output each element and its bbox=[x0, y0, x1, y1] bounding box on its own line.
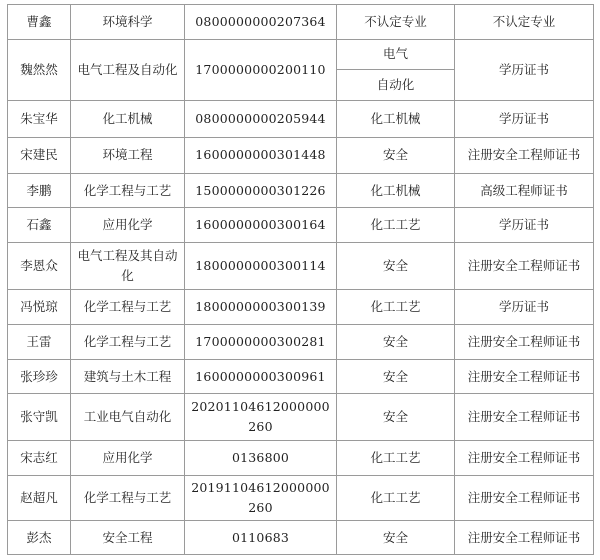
major-cell: 应用化学 bbox=[71, 208, 185, 243]
table-row bbox=[8, 325, 594, 360]
credential-cell: 注册安全工程师证书 bbox=[455, 359, 594, 394]
table-row bbox=[8, 39, 594, 69]
registered-major-cell: 安全 bbox=[337, 394, 455, 441]
certificate-number-cell: 20191104612000000260 bbox=[185, 475, 337, 521]
registered-major-cell: 安全 bbox=[337, 242, 455, 289]
certificate-number-cell: 0800000000207364 bbox=[185, 5, 337, 40]
table-row bbox=[8, 138, 594, 174]
credential-cell: 注册安全工程师证书 bbox=[455, 475, 594, 521]
credential-cell: 注册安全工程师证书 bbox=[455, 394, 594, 441]
registered-major-cell: 化工工艺 bbox=[337, 208, 455, 243]
name-cell: 王雷 bbox=[8, 325, 71, 360]
name-cell: 朱宝华 bbox=[8, 100, 71, 138]
certificate-number-cell: 1600000000300961 bbox=[185, 359, 337, 394]
table-row bbox=[8, 100, 594, 138]
credential-cell: 注册安全工程师证书 bbox=[455, 325, 594, 360]
registered-major-cell: 化工工艺 bbox=[337, 289, 455, 325]
name-cell: 宋建民 bbox=[8, 138, 71, 174]
registered-major-cell: 电气 bbox=[337, 39, 455, 69]
major-cell: 化学工程与工艺 bbox=[71, 173, 185, 208]
name-cell: 冯悦琼 bbox=[8, 289, 71, 325]
major-cell: 化学工程与工艺 bbox=[71, 475, 185, 521]
major-cell: 环境工程 bbox=[71, 138, 185, 174]
name-cell: 魏然然 bbox=[8, 39, 71, 100]
certificate-number-cell: 1600000000300164 bbox=[185, 208, 337, 243]
credential-cell: 学历证书 bbox=[455, 39, 594, 100]
certificate-number-cell: 1500000000301226 bbox=[185, 173, 337, 208]
registered-major-cell: 化工工艺 bbox=[337, 441, 455, 476]
table-row bbox=[8, 5, 594, 40]
major-cell: 安全工程 bbox=[71, 521, 185, 555]
certificate-number-cell: 0110683 bbox=[185, 521, 337, 555]
certificate-number-cell: 0800000000205944 bbox=[185, 100, 337, 138]
registered-major-cell: 安全 bbox=[337, 325, 455, 360]
name-cell: 李恩众 bbox=[8, 242, 71, 289]
registered-major-cell: 安全 bbox=[337, 359, 455, 394]
major-cell: 电气工程及其自动化 bbox=[71, 242, 185, 289]
table-row bbox=[8, 394, 594, 441]
major-cell: 工业电气自动化 bbox=[71, 394, 185, 441]
registered-major-cell: 化工机械 bbox=[337, 100, 455, 138]
name-cell: 赵超凡 bbox=[8, 475, 71, 521]
certificate-number-cell: 1700000000200110 bbox=[185, 39, 337, 100]
name-cell: 宋志红 bbox=[8, 441, 71, 476]
name-cell: 张珍珍 bbox=[8, 359, 71, 394]
credential-cell: 注册安全工程师证书 bbox=[455, 138, 594, 174]
name-cell: 石鑫 bbox=[8, 208, 71, 243]
major-cell: 电气工程及自动化 bbox=[71, 39, 185, 100]
name-cell: 彭杰 bbox=[8, 521, 71, 555]
table-row bbox=[8, 475, 594, 521]
credential-cell: 注册安全工程师证书 bbox=[455, 521, 594, 555]
major-cell: 化工机械 bbox=[71, 100, 185, 138]
personnel-table bbox=[7, 4, 594, 555]
major-cell: 化学工程与工艺 bbox=[71, 325, 185, 360]
registered-major-cell: 安全 bbox=[337, 138, 455, 174]
registered-major-cell: 自动化 bbox=[337, 70, 455, 100]
table-row bbox=[8, 521, 594, 555]
registered-major-cell: 不认定专业 bbox=[337, 5, 455, 40]
table-row bbox=[8, 208, 594, 243]
name-cell: 张守凯 bbox=[8, 394, 71, 441]
certificate-number-cell: 1700000000300281 bbox=[185, 325, 337, 360]
major-cell: 建筑与土木工程 bbox=[71, 359, 185, 394]
table-row bbox=[8, 441, 594, 476]
credential-cell: 不认定专业 bbox=[455, 5, 594, 40]
table-row bbox=[8, 242, 594, 289]
credential-cell: 学历证书 bbox=[455, 100, 594, 138]
name-cell: 李鹏 bbox=[8, 173, 71, 208]
certificate-number-cell: 1800000000300114 bbox=[185, 242, 337, 289]
credential-cell: 高级工程师证书 bbox=[455, 173, 594, 208]
major-cell: 应用化学 bbox=[71, 441, 185, 476]
table-row bbox=[8, 289, 594, 325]
credential-cell: 学历证书 bbox=[455, 289, 594, 325]
table-row bbox=[8, 173, 594, 208]
registered-major-cell: 安全 bbox=[337, 521, 455, 555]
name-cell: 曹鑫 bbox=[8, 5, 71, 40]
credential-cell: 注册安全工程师证书 bbox=[455, 441, 594, 476]
credential-cell: 学历证书 bbox=[455, 208, 594, 243]
certificate-number-cell: 1600000000301448 bbox=[185, 138, 337, 174]
certificate-number-cell: 0136800 bbox=[185, 441, 337, 476]
registered-major-cell: 化工机械 bbox=[337, 173, 455, 208]
major-cell: 环境科学 bbox=[71, 5, 185, 40]
credential-cell: 注册安全工程师证书 bbox=[455, 242, 594, 289]
certificate-number-cell: 20201104612000000260 bbox=[185, 394, 337, 441]
registered-major-cell: 化工工艺 bbox=[337, 475, 455, 521]
major-cell: 化学工程与工艺 bbox=[71, 289, 185, 325]
certificate-number-cell: 1800000000300139 bbox=[185, 289, 337, 325]
table-row bbox=[8, 359, 594, 394]
